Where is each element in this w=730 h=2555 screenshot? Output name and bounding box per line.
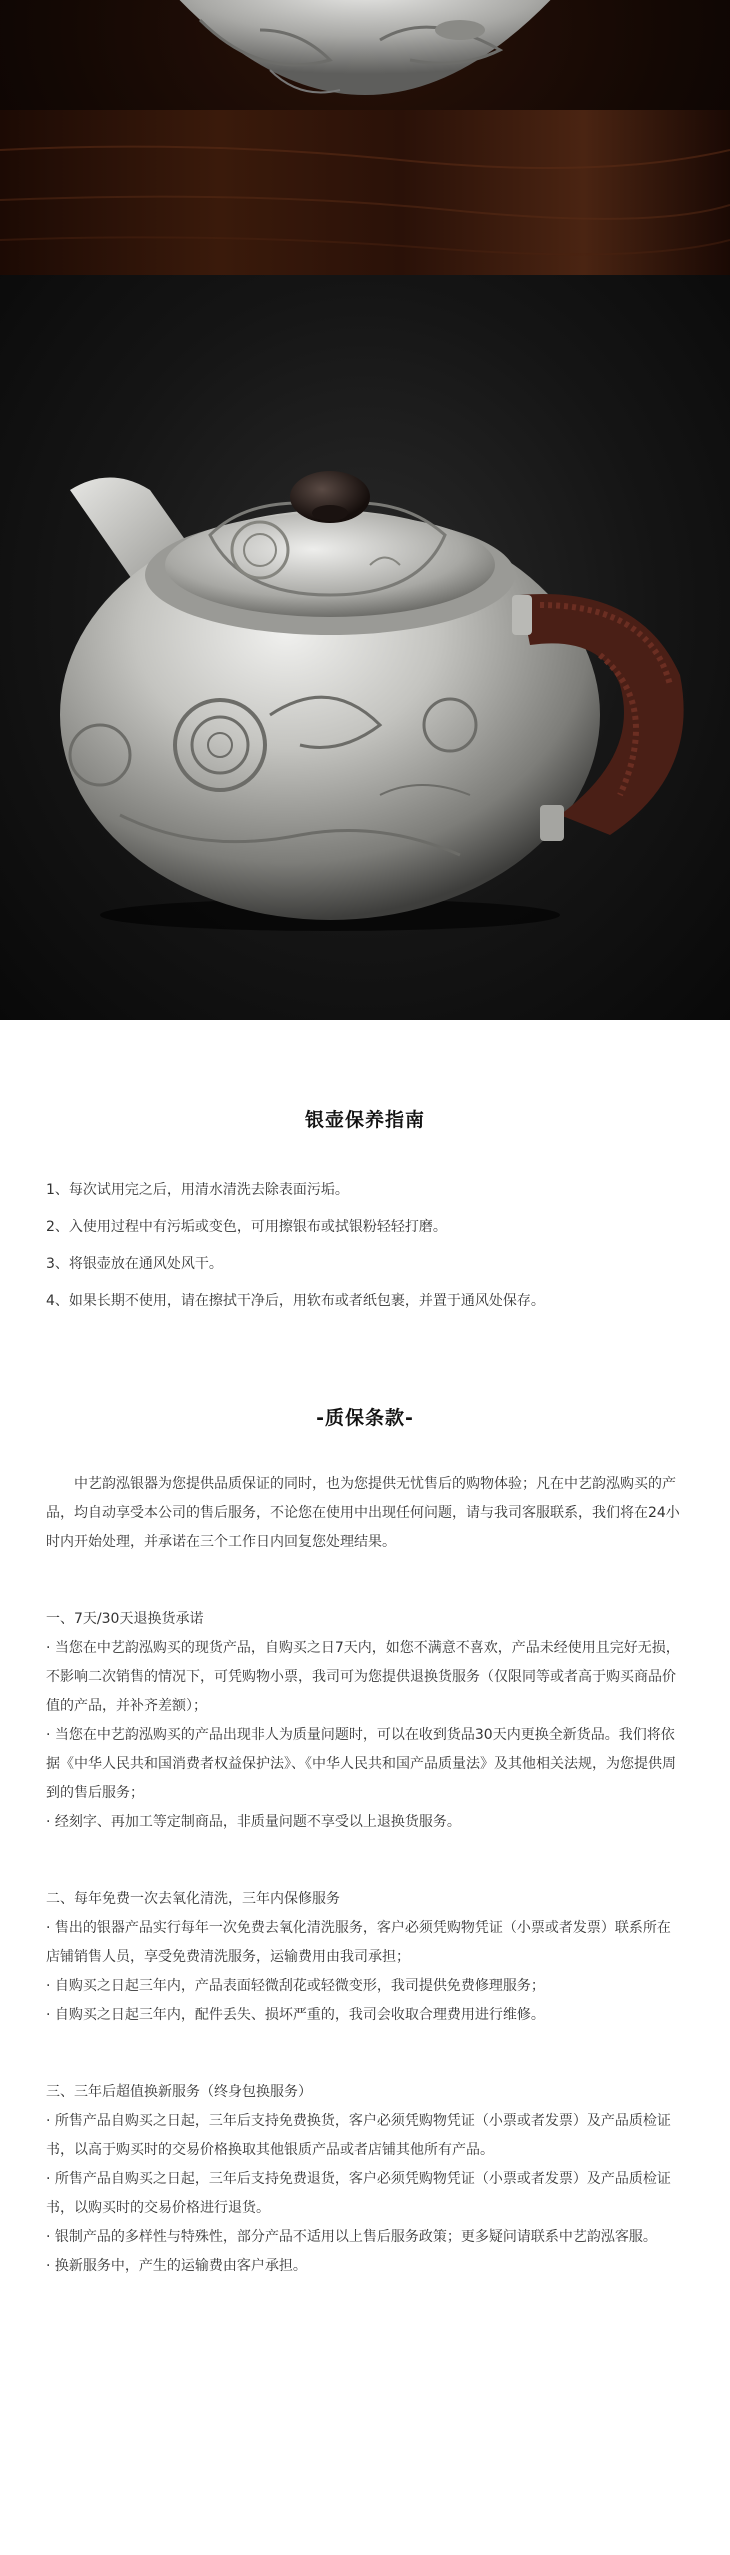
care-guide-list	[0, 1172, 730, 1320]
clause-line: · 经刻字、再加工等定制商品，非质量问题不享受以上退换货服务。	[46, 1814, 461, 1830]
clause-title: 一、7天/30天退换货承诺	[46, 1611, 204, 1627]
clause-line: · 自购买之日起三年内，配件丢失、损坏严重的，我司会收取合理费用进行维修。	[46, 2007, 545, 2023]
care-guide-item: 4、如果长期不使用，请在擦拭干净后，用软布或者纸包裹，并置于通风处保存。	[46, 1293, 545, 1309]
clause-line: · 所售产品自购买之日起，三年后支持免费退货，客户必须凭购物凭证（小票或者发票）及产品质检证书，以购买时的交易价格进行退货。	[46, 2171, 671, 2216]
warranty-section	[0, 1320, 730, 2281]
clause-line: · 银制产品的多样性与特殊性，部分产品不适用以上售后服务政策；更多疑问请联系中艺韵泓客服。	[46, 2229, 657, 2245]
clause-line: · 自购买之日起三年内，产品表面轻微刮花或轻微变形，我司提供免费修理服务；	[46, 1978, 545, 1994]
teapot-main-photo	[0, 275, 730, 1020]
care-guide-title: 银壶保养指南	[304, 1109, 425, 1131]
warranty-clause-returns	[46, 1605, 684, 1837]
clause-line: · 换新服务中，产生的运输费由客户承担。	[46, 2258, 307, 2274]
warranty-clause-exchange	[46, 2078, 684, 2281]
teapot-closeup-illustration	[0, 0, 730, 275]
care-guide-item: 2、入使用过程中有污垢或变色，可用擦银布或拭银粉轻轻打磨。	[46, 1219, 447, 1235]
clause-line: · 售出的银器产品实行每年一次免费去氧化清洗服务，客户必须凭购物凭证（小票或者发票）联系所在店铺销售人员，享受免费清洗服务，运输费用由我司承担；	[46, 1920, 671, 1965]
warranty-clause-cleaning-repair	[46, 1885, 684, 2030]
teapot-closeup-photo	[0, 0, 730, 275]
clause-line: · 所售产品自购买之日起，三年后支持免费换货，客户必须凭购物凭证（小票或者发票）及产品质检证书，以高于购买时的交易价格换取其他银质产品或者店铺其他所有产品。	[46, 2113, 671, 2158]
clause-title: 三、三年后超值换新服务（终身包换服务）	[46, 2084, 312, 2100]
teapot-illustration	[0, 275, 730, 1020]
care-guide-section	[0, 1020, 730, 1320]
warranty-intro: 中艺韵泓银器为您提供品质保证的同时，也为您提供无忧售后的购物体验；凡在中艺韵泓购买的产品，均自动享受本公司的售后服务，不论您在使用中出现任何问题，请与我司客服联系，我们将在24小时内开始处理，并承诺在三个工作日内回复您处理结果。	[46, 1476, 680, 1550]
care-guide-item: 1、每次试用完之后，用清水清洗去除表面污垢。	[46, 1182, 349, 1198]
warranty-title: -质保条款-	[316, 1407, 414, 1429]
clause-line: · 当您在中艺韵泓购买的现货产品，自购买之日7天内，如您不满意不喜欢，产品未经使用且完好无损，不影响二次销售的情况下，可凭购物小票，我司可为您提供退换货服务（仅限同等或者高于购买商品价值的产品，并补齐差额）；	[46, 1640, 680, 1714]
care-guide-item: 3、将银壶放在通风处风干。	[46, 1256, 223, 1272]
clause-line: · 当您在中艺韵泓购买的产品出现非人为质量问题时，可以在收到货品30天内更换全新货品。我们将依据《中华人民共和国消费者权益保护法》、《中华人民共和国产品质量法》及其他相关法规，为您提供周到的售后服务；	[46, 1727, 676, 1801]
clause-title: 二、每年免费一次去氧化清洗，三年内保修服务	[46, 1891, 340, 1907]
